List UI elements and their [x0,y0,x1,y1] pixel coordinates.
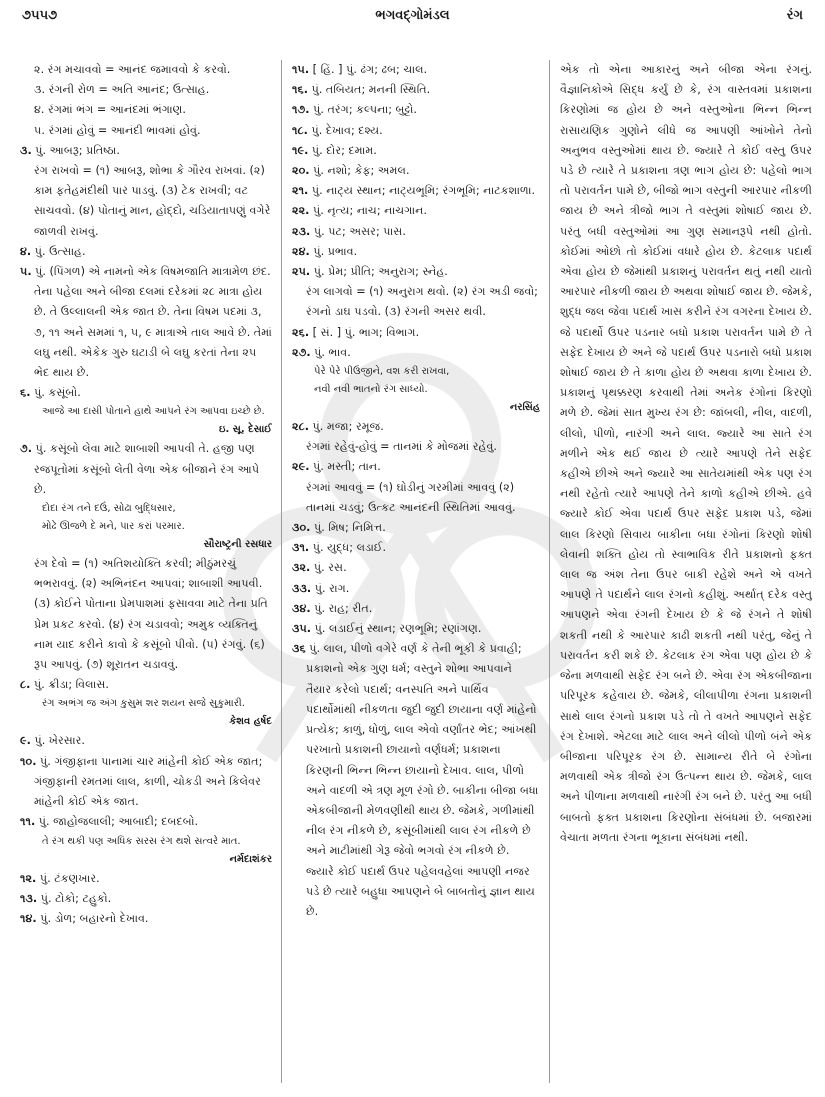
sense-definition: પું. ભાવ. [314,345,351,359]
sense-number: ૩૦. [292,521,311,535]
idiom-definition: રંગ રાખવો = (૧) આબરૂ, શોભા કે ગૌરવ રાખવાં. (૨) કામ ફતેહમંદીથી પાર પાડવું. (૩) ટેક રાખવી; વટ સાચવવો. (૪) પોતાનું માન, હોદ્દો, ચડિયાતાપણું વગેરે જાળવી રાખવું. [34,164,271,238]
quotation: આજે આ દાસી પોતાને હાથે આપને રંગ આપવા ઇચ્છે છે. [42,406,265,418]
dictionary-sense [20,262,272,383]
sense-number: ૩૪. [292,601,311,615]
sense-definition: પું. નશો; કેફ; અમલ. [313,164,410,178]
dictionary-sense [292,262,540,282]
sense-number: ૧૯. [292,143,309,157]
sense-number: ૨૭. [292,345,311,359]
dictionary-sense [20,812,272,832]
dictionary-sense [292,457,540,477]
quotation-attribution: નરસિંહ [509,402,540,414]
dictionary-sense [292,599,540,619]
dictionary-sense [292,161,540,181]
sense-number: ૨૬. [292,325,310,339]
sense-number: ૨૮. [292,420,309,434]
dictionary-sense [20,675,272,695]
sense-definition: પું. આબરૂ; પ્રતિષ્ઠા. [35,143,120,157]
idiom-definition: ૩. રંગની રોળ = અતિ આનંદ; ઉત્સાહ. [34,83,210,97]
sense-number: ૩૨. [292,561,311,575]
sense-definition: પું. (પિંગળ) એ નામનો એક વિષમજાતિ માત્રામેળ છંદ. તેના પહેલા અને બીજા દલમાં દરેકમાં ૨૮ માત્રા હોય છે. તે ઉલ્લાલની એક જાત છે. તેના વિષમ પદમાં ૩, ૭, ૧૧ અને સમમાં ૧, ૫, ૯ માત્રાએ તાલ આવે છે. તેમાં લઘુ નથી. એકેક ગુરુ ઘટાડી બે લઘુ કરતાં તેના ૨૫ ભેદ થાય છે. [34,265,272,380]
idiom-definition: રંગમાં રહેવું-હોવું = તાનમાં કે મોજમાં રહેવું. [306,440,497,454]
column-left [20,60,272,1083]
sense-number: ૭. [20,442,33,456]
dictionary-sense [292,417,540,437]
column-middle [292,60,540,1083]
sense-definition: પું. દોર; દમામ. [311,143,377,157]
column-divider [281,60,282,1083]
sense-definition: પું. મજા; રમૂજ. [312,420,384,434]
dictionary-sense [292,141,540,161]
quotation: નવી નવી ભાતનો રંગ સાધ્યો. [314,384,428,396]
sense-definition: પું. ટોકો; ટહુકો. [40,891,112,905]
idiom-definition: રંગ લાગવો = (૧) અનુરાગ થવો. (૨) રંગ અડી જવો; રંગનો ડાઘ પડવો. (૩) રંગની અસર થવી. [306,285,538,319]
idiom-definition: ૪. રંગમાં ભંગ = આનંદમાં ભંગાણ. [34,103,186,117]
dictionary-sense [292,60,540,80]
sense-definition: પું. પ્રેમ; પ્રીતિ; અનુરાગ; સ્નેહ. [313,265,448,279]
dictionary-sense [292,343,540,363]
sense-number: ૧૪. [20,911,37,925]
sense-definition: પું. લાલ, પીળો વગેરે વર્ણ કે તેની ભૂકી કે પ્રવાહી; પ્રકાશનો એક ગુણ ધર્મ; વસ્તુને શોભા આપવાને તૈયાર કરેલો પદાર્થ; વનસ્પતિ અને પાર્થિવ પદાર્થોમાંથી નીકળતા જુદી જુદી છાયાના વર્ણ માંહેનો પ્રત્યેક; કાળું, ધોળું, લાલ એવો વર્ણાંતર ભેદ; આંખથી પરખાતો પ્રકાશની છાયાનો વર્ણધર્મ; પ્રકાશના કિરણની ભિન્ન ભિન્ન છાયાનો દેખાવ. લાલ, પીળો અને વાદળી એ ત્રણ મૂળ રંગો છે. બાકીના બીજા બધા એકબીજાની મેળવણીથી થાય છે. જેમકે, ગળીમાંથી નીલ રંગ નીકળે છે, કસૂંબીમાંથી લાલ રંગ નીકળે છે અને માટીમાંથી ગેરૂ જેવો ભગવો રંગ નીકળે છે. જ્યારે કોઈ પદાર્થ ઉપર પહેલવહેલાં આપણી નજર પડે છે ત્યારે બહુધા આપણને બે બાબતોનું જ્ઞાન થાય છે. [306,642,539,918]
body-paragraph: એક તો એના આકારનું અને બીજા એના રંગનું. વૈજ્ઞાનિકોએ સિદ્ધ કર્યું છે કે, રંગ વાસ્તવમાં પ્રકાશના કિરણોમાં જ હોય છે અને વસ્તુઓના ભિન્ન ભિન્ન રાસાયણિક ગુણોને લીધે જ આપણી આંખોને તેનો અનુભવ વસ્તુઓમાં થાય છે. જ્યારે તે કોઈ વસ્તુ ઉપર પડે છે ત્યારે તે પ્રકાશના ત્રણ ભાગ હોય છે: પહેલો ભાગ તો પરાવર્તન પામે છે, બીજો ભાગ વસ્તુની આરપાર નીકળી જાય છે અને ત્રીજો ભાગ તે વસ્તુમાં શોષાઈ જાય છે. પરંતુ બધી વસ્તુઓમાં આ ગુણ સમાનરૂપે નથી હોતો. કોઈમાં ઓછો તો કોઈમાં વધારે હોય છે. કેટલાક પદાર્થ એવા હોય છે જેમાંથી પ્રકાશનું પરાવર્તન થતું નથી યાતો આરપાર નીકળી જાય છે અથવા શોષાઈ જાય છે. જેમકે, શુદ્ધ જલ જેવા પદાર્થ ખાસ કરીને રંગ વગરના દેખાય છે. જે પદાર્થો ઉપર પડનાર બધો પ્રકાશ પરાવર્તન પામે છે તે સફેદ દેખાય છે અને જે પદાર્થ ઉપર પડનારો બધો પ્રકાશ શોષાઈ જાય છે તે કાળા હોય છે અથવા કાળા દેખાય છે. પ્રકાશનું પૃથક્કરણ કરવાથી તેમાં અનેક રંગોનાં કિરણો મળે છે. જેમાં સાત મુખ્ય રંગ છે: જાંબલી, નીલ, વાદળી, લીલો, પીળો, નારંગી અને લાલ. જ્યારે આ સાતે રંગ મળીને એક થઈ જાય છે ત્યારે આપણે તેને સફેદ કહીએ છીએ અને જ્યારે આ સાતેયમાંથી એક પણ રંગ નથી રહેતો ત્યારે આપણે તેને કાળો કહીએ છીએ. હવે જ્યારે કોઈ એવા પદાર્થ ઉપર સફેદ પ્રકાશ પડે, જેમાં લાલ કિરણો સિવાય બાકીના બધા રંગોનાં કિરણો શોષી લેવાની શક્તિ હોય તો સ્વાભાવિક રીતે પ્રકાશનો ફક્ત લાલ જ અંશ તેના ઉપર બાકી રહેશે અને એ વખતે આપણે તે પદાર્થને લાલ રંગનો કહીશું. અર્થાત્ દરેક વસ્તુ આપણને એવા રંગની દેખાય છે કે જે રંગને તે શોષી શકતી નથી કે આરપાર કાઢી શકતી નથી પરંતુ, જેનું તે પરાવર્તન કરી શકે છે. કેટલાક રંગ એવા પણ હોય છે કે જેના મળવાથી સફેદ રંગ બને છે. એવા રંગ એકબીજાના પરિપૂરક કહેવાય છે. જેમકે, લીલાપીળા રંગના પ્રકાશની સાથે લાલ રંગનો પ્રકાશ પડે તો તે વખતે આપણને સફેદ રંગ દેખાશે. એટલા માટે લાલ અને લીલો પીળો બંને એક બીજાના પરિપૂરક રંગ છે. સામાન્ય રીતે બે રંગોના મળવાથી એક ત્રીજો રંગ ઉત્પન્ન થાય છે. જેમકે, લાલ અને પીળાના મળવાથી નારંગી રંગ બને છે. પરંતુ આ બધી બાબતો ફક્ત પ્રકાશના કિરણોના સંબંધમાં છે. બજારમાં વેચાતા મળતા રંગના ભૂકાના સંબંધમાં નથી. [560,63,812,844]
sense-number: ૬. [20,386,31,400]
page-number: ૭૫૫૭ [22,8,58,23]
sense-number: ૩૫. [292,622,312,636]
sense-definition: પું. રાગ. [314,581,350,595]
sense-definition: પું. યુદ્ધ; લડાઈ. [312,541,387,555]
idiom-definition: ૨. રંગ મચાવવો = આનંદ જમાવવો કે કરવો. [34,63,231,76]
dictionary-sense [20,889,272,909]
sense-definition: પું. લડાઈનું સ્થાન; રણભૂમિ; રણાંગણ. [314,622,482,636]
sense-number: ૩૬ [292,642,306,656]
idiom-definition: રંગમાં આવવું = (૧) ઘોડીનું ગરમીમાં આવવું (૨) તાનમાં ચડવું; ઉત્કટ આનંદની સ્થિતિમાં આવવું. [306,480,516,514]
dictionary-sense [20,141,272,161]
book-title: ભગવદ્ગોમંડલ [375,8,450,23]
sense-number: ૧૨. [20,871,37,885]
sense-number: ૪. [20,244,32,258]
quotation: દોદા રંગ તને દઉં, સોઢા બુદ્ધિસાર, [42,503,176,515]
sense-definition: પું. પટ; અસર; પાસ. [313,224,406,238]
quotation-attribution: ઇ. સૂ. દેસાઈ [219,424,272,436]
sense-definition: પું. કસૂંબો. [34,386,81,400]
sense-definition: પું. મિષ; નિમિત્ત. [314,521,386,535]
sense-number: ૮. [20,678,31,692]
running-headword: રંગ [786,8,803,23]
dictionary-sense [292,619,540,639]
dictionary-sense [292,518,540,538]
sense-number: ૧૬. [292,83,308,97]
sense-number: ૩. [20,143,32,157]
dictionary-sense [292,121,540,141]
sense-definition: પું. ક્રીડા; વિલાસ. [33,678,109,692]
sense-number: ૧૮. [292,123,308,137]
sense-definition: પું. ઉત્સાહ. [34,244,86,258]
quotation-attribution: નર્મદાશંકર [229,853,272,865]
sense-definition: પું. જાહોજલાલી; આબાદી; દબદબો. [38,815,199,829]
sense-definition: [ હિં. ] પું. ઢંગ; ઢબ; ચાલ. [312,63,428,76]
sense-number: ૩૩. [292,581,312,595]
quotation-attribution: કેશવ હર્ષદ [229,716,272,728]
sense-number: ૨૯. [292,460,310,474]
dictionary-sense [20,731,272,751]
sense-definition: પું. ટંકણખાર. [39,871,100,885]
sense-definition: પું. પ્રભાવ. [313,244,358,258]
sense-definition: [ સં. ] પું. ભાગ; વિભાગ. [312,325,420,339]
sense-number: ૧૦. [20,754,37,768]
page-header [0,0,825,40]
column-right [560,60,812,1083]
dictionary-sense [292,100,540,120]
dictionary-sense [292,639,540,922]
dictionary-sense [20,869,272,889]
idiom-definition: ૫. રંગમાં હોવું = આનંદી ભાવમાં હોવું. [34,123,201,137]
dictionary-sense [292,181,540,201]
dictionary-sense [292,242,540,262]
sense-definition: પું. ડોળ; બહારનો દેખાવ. [40,911,149,925]
sense-definition: પું. નાટ્ય સ્થાન; નાટ્યભૂમિ; રંગભૂમિ; નાટકશાળા. [311,184,536,198]
sense-number: ૩૧. [292,541,310,555]
sense-definition: પું. રાહ; રીત. [314,601,373,615]
quotation-attribution: સૌરાષ્ટ્રની રસધાર [203,539,272,551]
sense-number: ૧૭. [292,103,310,117]
column-divider [549,60,550,1083]
sense-number: ૫. [20,265,32,279]
sense-number: ૧૫. [292,63,310,76]
dictionary-sense [292,222,540,242]
sense-number: ૨૪. [292,244,310,258]
sense-number: ૨૨. [292,204,310,218]
dictionary-sense [20,383,272,403]
quotation: પેરે પેરે પીઉજીને, વશ કરી રાખવા, [314,366,450,378]
dictionary-sense [292,558,540,578]
dictionary-sense [292,80,540,100]
quotation: મોઢે ઊજળે દે મને, પાર કરાં પરમાર. [42,521,185,533]
dictionary-sense [292,579,540,599]
idiom-definition: રંગ દેવો = (૧) અતિશયોક્તિ કરવી; મીઠુંમરચું ભભરાવવું. (૨) અભિનંદન આપવાં; શાબાશી આપવી. (૩) કોઈને પોતાના પ્રેમપાશમાં ફસાવવા માટે તેના પ્રતિ પ્રેમ પ્રકટ કરવો. (૪) રંગ ચડાવવો; અમુક વ્યક્તિનું નામ યાદ કરીને કાવો કે કસૂંબો પીવો. (૫) રંગવું. (૬) રૂપ આપવું. (૭) શૂરાતન ચડાવવું. [34,557,268,672]
sense-number: ૧૧. [20,815,36,829]
sense-definition: પું. નૃત્ય; નાચ; નાચગાન. [312,204,428,218]
sense-definition: પું. દેખાવ; દશ્ય. [311,123,383,137]
sense-definition: પું. રસ. [313,561,347,575]
dictionary-sense [292,323,540,343]
dictionary-sense [20,242,272,262]
sense-definition: પું. મસ્તી; તાન. [313,460,381,474]
sense-number: ૯. [20,734,31,748]
quotation: તે રંગ થકી પણ અધિક સરસ રંગ થશે સત્વરે માત. [42,835,241,847]
dictionary-sense [292,201,540,221]
sense-definition: પું. કસૂંબો લેવા માટે શાબાશી આપવી તે. હજી પણ રજપૂતોમાં કસૂંબો લેતી વેળા એક બીજાને રંગ આપે છે. [34,442,260,496]
quotation: રંગ અભંગ જ અંગ કુસુમ શર શયન સજે સુકુમારી. [42,698,245,710]
sense-number: ૧૩. [20,891,38,905]
sense-number: ૨૫. [292,265,311,279]
dictionary-sense [20,752,272,813]
sense-definition: પું. તરંગ; કલ્પના; બુટ્ટો. [313,103,417,117]
sense-definition: પું. ખેરસાર. [34,734,85,748]
dictionary-sense [20,909,272,929]
dictionary-sense [292,538,540,558]
sense-number: ૨૧. [292,184,309,198]
sense-definition: પું. તબિયત; મનની સ્થિતિ. [311,83,431,97]
sense-number: ૨૦. [292,164,310,178]
sense-number: ૨૩. [292,224,311,238]
dictionary-sense [20,439,272,500]
sense-definition: પું. ગંજીફાના પાનામાં ચાર માંહેની કોઈ એક જાત; ગંજીફાની રમતમાં લાલ, કાળી, ચોકડી અને કિલેવર માંહેની કોઈ એક જાત. [34,754,263,809]
